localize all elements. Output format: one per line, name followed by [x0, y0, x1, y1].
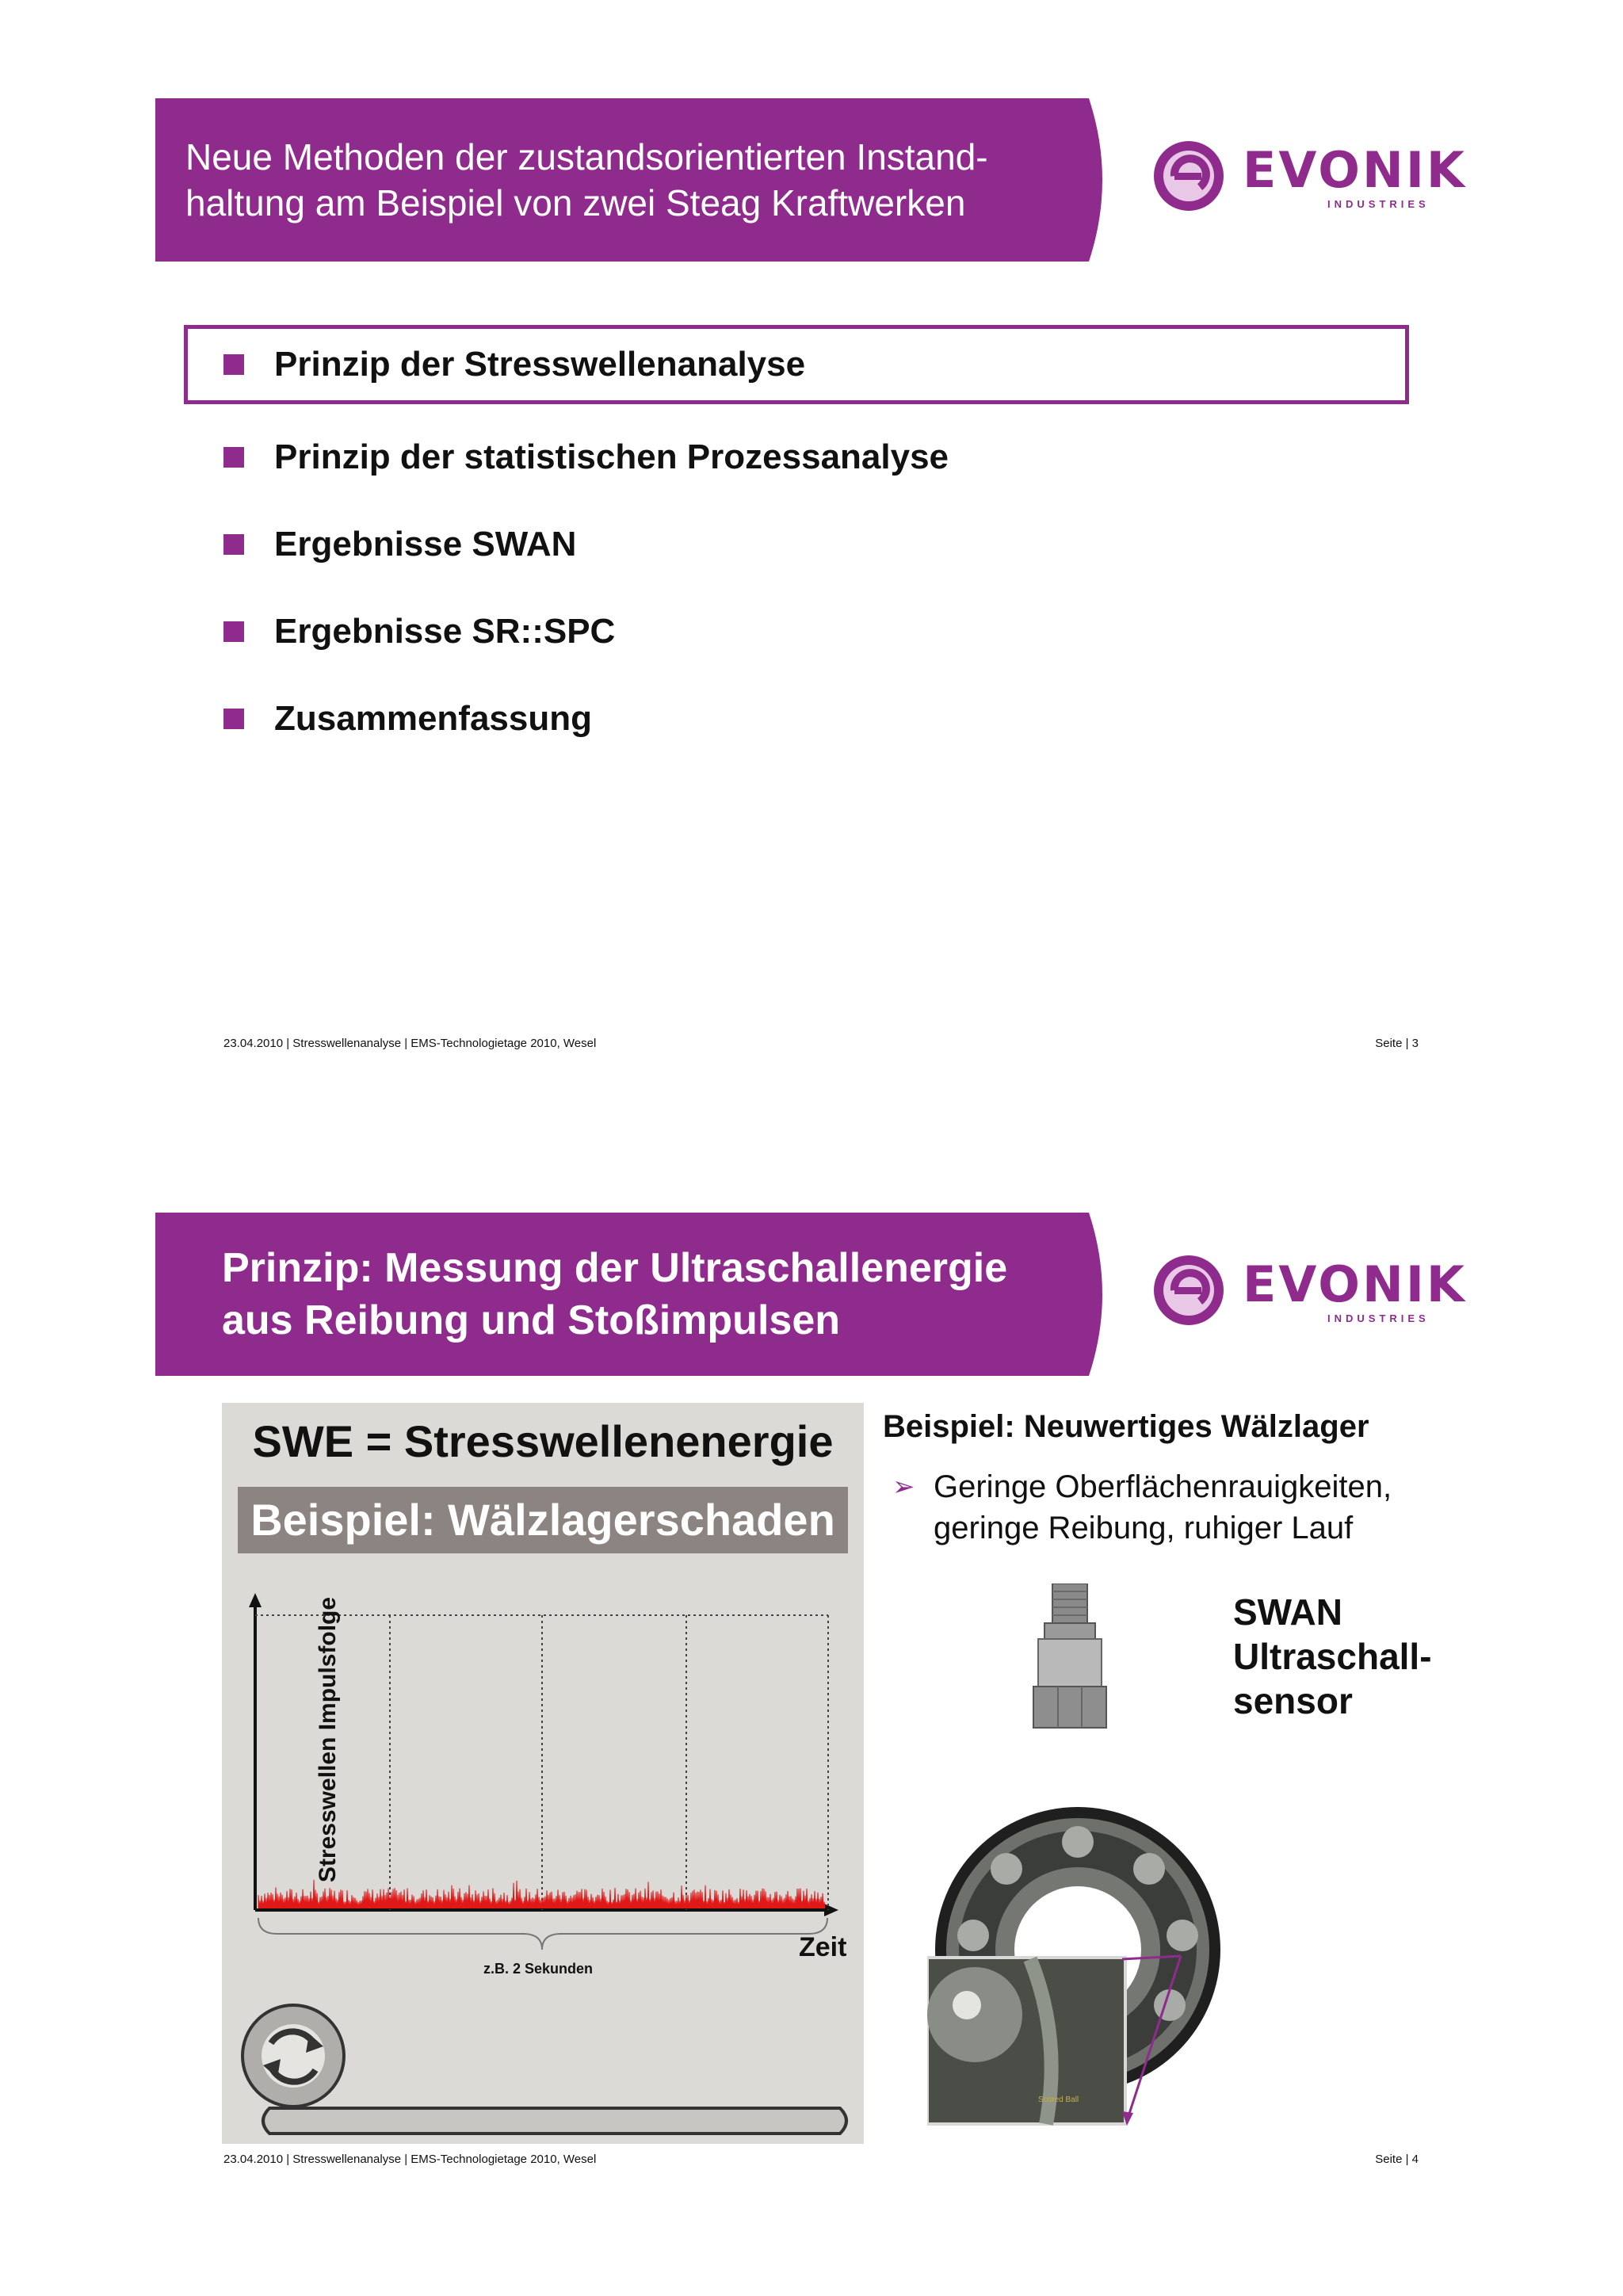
x-axis-label: Zeit [799, 1932, 847, 1962]
example-heading: Beispiel: Neuwertiges Wälzlager [883, 1409, 1369, 1444]
example-bullet-text [934, 1466, 1392, 1549]
page-number: Seite | 4 [1375, 2153, 1419, 2166]
ultrasonic-sensor-image [1022, 1584, 1117, 1734]
time-brace [258, 1918, 827, 1950]
evonik-logo [1149, 1251, 1467, 1330]
example-bullet [892, 1466, 1447, 1549]
sensor-caption-line-1: SWAN [1233, 1591, 1342, 1633]
title-line-1: Neue Methoden der zustandsorientierten Instand- [185, 136, 988, 178]
slide-title [222, 1213, 1117, 1376]
arrow-bullet-icon: ➢ [892, 1472, 915, 1502]
example-box: Beispiel: Wälzlagerschaden [238, 1487, 848, 1553]
page-number: Seite | 3 [1375, 1037, 1419, 1050]
logo-sub: INDUSTRIES [1327, 198, 1430, 210]
agenda-label: Zusammenfassung [274, 699, 592, 738]
sensor-caption-line-3: sensor [1233, 1680, 1353, 1721]
title-line-1: Prinzip: Messung der Ultraschallenergie [222, 1245, 1008, 1291]
title-band [155, 1213, 1106, 1376]
swe-panel [222, 1403, 864, 2144]
example-bullet-line-2: geringe Reibung, ruhiger Lauf [934, 1511, 1354, 1545]
agenda-label: Prinzip der statistischen Prozessanalyse [274, 437, 949, 476]
logo-sub: INDUSTRIES [1327, 1312, 1430, 1324]
roller-rotation-icon [242, 2005, 344, 2107]
slide-footer: 23.04.2010 | Stresswellenanalyse | EMS-Technologietage 2010, Wesel [223, 1037, 597, 1050]
title-line-2: haltung am Beispiel von zwei Steag Kraftwerken [185, 182, 966, 223]
y-axis-arrow [249, 1593, 262, 1607]
brace-label: z.B. 2 Sekunden [483, 1961, 594, 1977]
y-axis-label: Stresswellen Impulsfolge [315, 1596, 341, 1883]
title-line-2: aus Reibung und Stoßimpulsen [222, 1297, 840, 1343]
agenda-label: Prinzip der Stresswellenanalyse [274, 345, 806, 384]
example-bullet-line-1: Geringe Oberflächenrauigkeiten, [934, 1469, 1392, 1504]
evonik-logo-icon [1149, 1251, 1228, 1330]
photo-caption: Scored Ball [1038, 2095, 1079, 2104]
agenda-label: Ergebnisse SR::SPC [274, 612, 616, 651]
logo-word: EVONIK [1243, 141, 1467, 199]
bearing-photo [927, 1801, 1228, 2134]
agenda-label: Ergebnisse SWAN [274, 525, 577, 563]
swe-title: SWE = Stresswellenenergie [252, 1416, 834, 1466]
sensor-caption-line-2: Ultraschall- [1233, 1636, 1432, 1677]
slide-footer: 23.04.2010 | Stresswellenanalyse | EMS-Technologietage 2010, Wesel [223, 2153, 597, 2166]
rail-shape [263, 2108, 846, 2134]
sensor-caption [1233, 1590, 1432, 1723]
x-axis-arrow [824, 1904, 838, 1916]
logo-word: EVONIK [1243, 1255, 1467, 1313]
